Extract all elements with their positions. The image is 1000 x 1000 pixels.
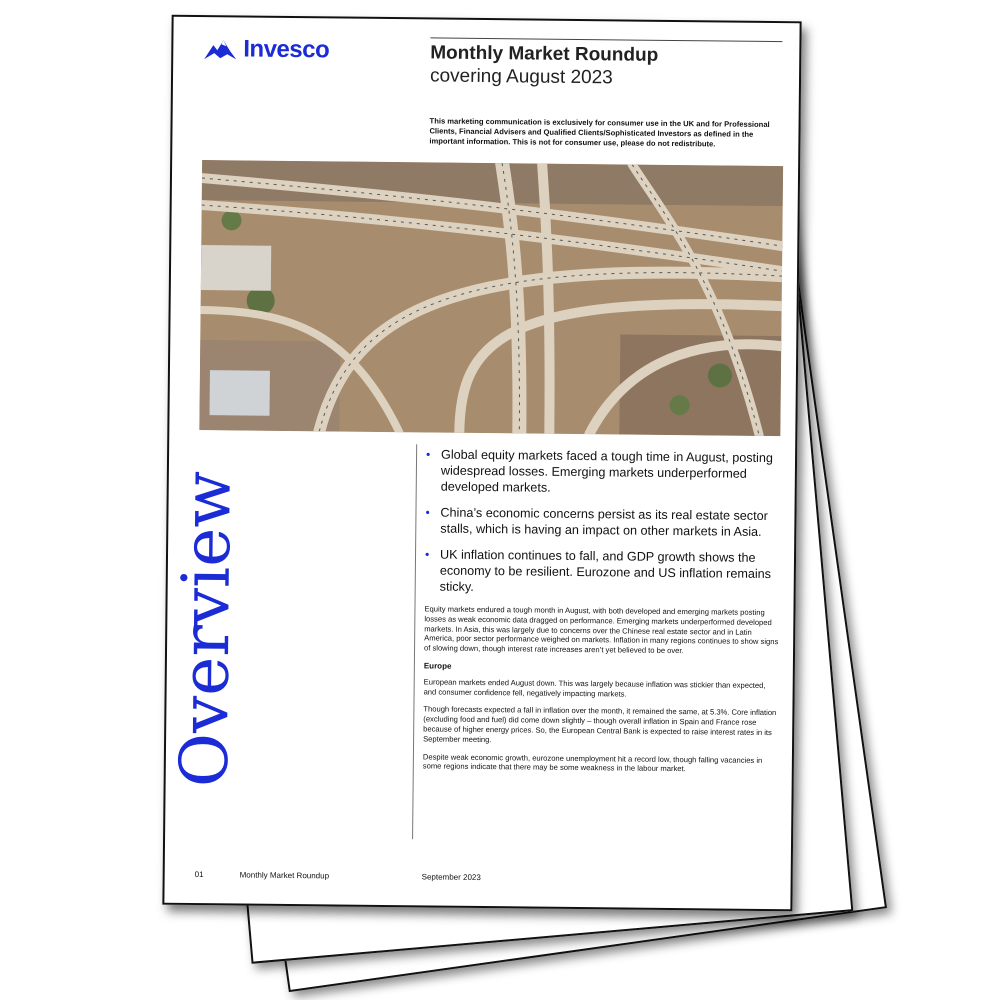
document-subtitle: covering August 2023 [429,65,613,89]
column-divider [412,444,417,839]
footer-date: September 2023 [421,872,481,883]
europe-paragraph: Despite weak economic growth, eurozone unemployment hit a record low, though falling vacancies in some regions indicate that there may be some weakness in the labour market. [422,751,763,774]
invesco-mountain-icon [203,37,237,61]
footer-page-number: 01 [194,870,204,880]
key-points-list [425,446,797,608]
europe-heading: Europe [423,661,452,671]
key-point: • Global equity markets faced a tough time in August, posting widespread losses. Emerging markets underperformed developed markets. [426,446,796,498]
front-page [162,15,801,912]
body-text [423,604,780,783]
section-title-overview: Overview [165,470,246,788]
document-title: Monthly Market Roundup [430,42,659,66]
intro-paragraph: Equity markets endured a tough month in August, with both developed and emerging markets posting losses as weak economic data dragged on performance. Emerging markets underperformed developed markets. In Asia, this was largely due to concerns over the Chinese real estate sector and in Latin America, poor sector performance weighed on markets. Inflation in many regions continues to show signs of slowing down, though interest rate increases aren’t yet believed to be over. [424,604,779,656]
europe-paragraph: Though forecasts expected a fall in inflation over the month, it remained the same, at 5.3%. Core inflation (excluding food and fuel) did come down slightly – though overall inflation in Spain and France rose because of higher energy prices. So, the European Central Bank is expected to raise interest rates in its September meeting. [423,704,777,744]
header-rule [430,37,782,42]
key-point: • China’s economic concerns persist as its real estate sector stalls, which is having an impact on other markets in Asia. [425,504,795,540]
brand-name: Invesco [243,35,330,64]
key-point: • UK inflation continues to fall, and GDP growth shows the economy to be resilient. Eurozone and US inflation remains sticky. [425,546,795,598]
highway-interchange-photo [199,160,783,436]
disclaimer: This marketing communication is exclusively for consumer use in the UK and for Professional Clients, Financial Advisers and Qualified Clients/Sophisticated Investors as defined in the important information. This is not for consumer use, please do not redistribute. [429,116,770,149]
europe-paragraph: European markets ended August down. This was largely because inflation was stickier than expected, and consumer confidence fell, negatively impacting markets. [423,677,766,699]
brand-logo [203,35,329,64]
footer-doc-name: Monthly Market Roundup [239,870,330,881]
